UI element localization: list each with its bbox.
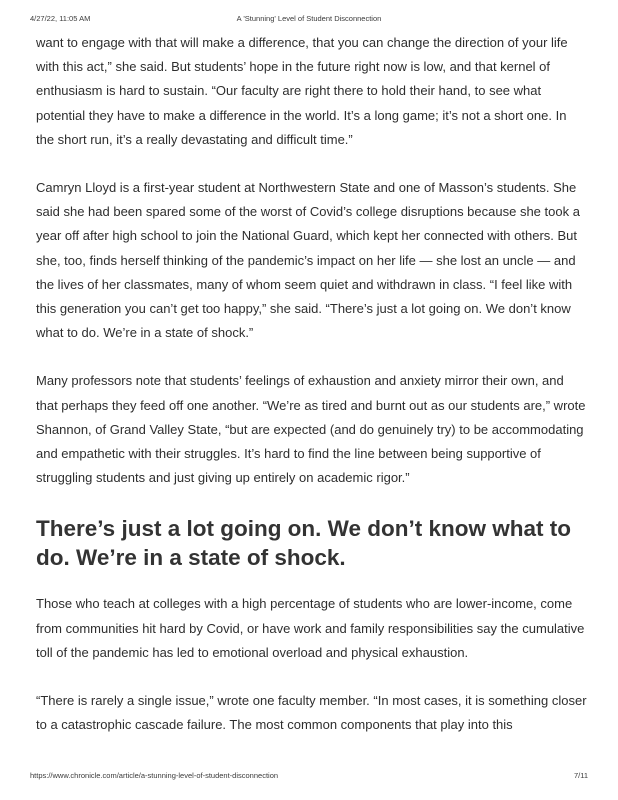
page-number: 7/11 bbox=[573, 771, 588, 780]
print-header bbox=[0, 14, 618, 26]
article-paragraph: Those who teach at colleges with a high percentage of students who are lower-income, come from communities hit hard by Covid, or have work and family responsibilities say the cumulative toll of the pandemic has led to emotional overload and physical exhaustion. bbox=[36, 596, 585, 660]
pull-quote: There’s just a lot going on. We don’t know what to do. We’re in a state of shock. bbox=[36, 516, 571, 571]
article-paragraph: “There is rarely a single issue,” wrote one faculty member. “In most cases, it is something closer to a catastrophic cascade failure. The most common components that play into this bbox=[36, 693, 587, 733]
article-paragraph: want to engage with that will make a difference, that you can change the direction of your life with this act,” she said. But students’ hope in the future right now is low, and that kernel of enthusiasm is hard to sustain. “Our faculty are right there to hold their hand, to see what potential they have to make a difference in the world. It’s a long game; it’s not a short one. In the short run, it’s a really devastating and difficult time.” bbox=[36, 35, 568, 147]
page-url: https://www.chronicle.com/article/a-stunning-level-of-student-disconnection bbox=[30, 771, 279, 780]
print-page-title: A 'Stunning' Level of Student Disconnection bbox=[236, 14, 382, 23]
article-paragraph: Camryn Lloyd is a first-year student at Northwestern State and one of Masson’s students. She said she had been spared some of the worst of Covid’s college disruptions because she took a year off after high school to join the National Guard, which kept her connected with others. But she, too, finds herself thinking of the pandemic’s impact on her life — she lost an uncle — and the lives of her classmates, many of whom seem quiet and withdrawn in class. “I feel like with this generation you can’t get too happy,” she said. “There’s just a lot going on. We don’t know what to do. We’re in a state of shock.” bbox=[36, 180, 580, 341]
print-date: 4/27/22, 11:05 AM bbox=[30, 14, 91, 23]
print-footer bbox=[0, 771, 618, 783]
article-paragraph: Many professors note that students’ feelings of exhaustion and anxiety mirror their own, and that perhaps they feed off one another. “We’re as tired and burnt out as our students are,” wrote Shannon, of Grand Valley State, “but are expected (and do genuinely try) to be accommodating and empathetic with their struggles. It’s hard to find the line between being supportive of struggling students and just giving up entirely on academic rigor.” bbox=[36, 373, 586, 486]
article-body bbox=[36, 31, 588, 761]
